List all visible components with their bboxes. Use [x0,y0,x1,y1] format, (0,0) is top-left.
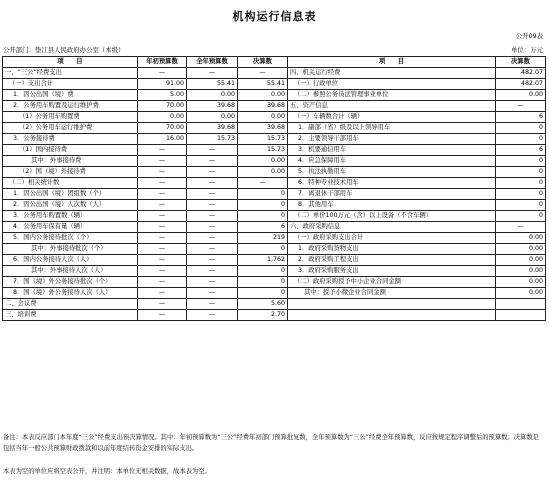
budget-full-value: 15.73 [187,134,238,145]
budget-begin-value: — [138,255,187,266]
budget-begin-value: 5.00 [138,90,187,101]
budget-full-value: — [187,233,238,244]
right-row-label: 五、资产信息 [288,101,496,112]
budget-full-value: 39.68 [187,123,238,134]
budget-begin-value: — [138,299,187,310]
header-final: 决算数 [238,57,288,68]
table-row [3,112,546,123]
budget-full-value: — [187,200,238,211]
budget-begin-value: — [138,145,187,156]
budget-begin-value: 91.00 [138,79,187,90]
final-value: 39.68 [238,101,288,112]
right-final-value: 0.00 [496,90,546,101]
right-row-label: （一）车辆数合计（辆） [288,112,496,123]
row-label: （2）公务用车运行维护费 [3,123,138,134]
table-row [3,310,546,321]
right-row-label: （二）单价100万元（含）以上设备（不含车辆） [288,211,496,222]
final-value: 15.73 [238,145,288,156]
row-label: 4．公务用车保有量（辆） [3,222,138,233]
budget-begin-value: 16.00 [138,134,187,145]
table-row [3,90,546,101]
budget-full-value: — [187,145,238,156]
row-label: 1．因公出国（境）费 [3,90,138,101]
budget-begin-value: 70.00 [138,101,187,112]
right-row-label: 6．特种专业技术用车 [288,178,496,189]
budget-full-value: — [187,299,238,310]
final-value: 0 [238,277,288,288]
row-label: （1）国内接待费 [3,145,138,156]
budget-begin-value: — [138,200,187,211]
final-value: — [238,68,288,79]
final-value: 55.41 [238,79,288,90]
budget-begin-value: — [138,167,187,178]
table-row [3,255,546,266]
budget-begin-value: — [138,222,187,233]
right-row-label: 5．执法执勤用车 [288,167,496,178]
table-row [3,167,546,178]
final-value: 0 [238,266,288,277]
row-label: 1．因公出国（境）团组数（个） [3,189,138,200]
budget-full-value: — [187,156,238,167]
header-final-right: 决算数 [496,57,546,68]
budget-full-value: — [187,167,238,178]
right-final-value: 0.00 [496,266,546,277]
table-row [3,222,546,233]
final-value: 0 [238,288,288,299]
budget-begin-value: — [138,288,187,299]
row-label: （二）相关统计数 [3,178,138,189]
budget-full-value: 0.00 [187,112,238,123]
row-label: （一）支出合计 [3,79,138,90]
row-label: 3．公务接待费 [3,134,138,145]
budget-begin-value: — [138,277,187,288]
right-row-label [288,310,496,321]
department-label: 公开部门：垫江县人民政府办公室（本级） [3,46,125,54]
row-label: 6．国内公务接待人次（人） [3,255,138,266]
final-value: 0.00 [238,156,288,167]
budget-full-value: — [187,266,238,277]
budget-full-value: — [187,211,238,222]
right-row-label: 2．主要领导干部用车 [288,134,496,145]
final-value: 0 [238,189,288,200]
right-row-label: 其中：授予小微企业合同金额 [288,288,496,299]
table-row [3,244,546,255]
right-final-value: — [496,101,546,112]
table-row [3,79,546,90]
right-row-label: 2．政府采购工程支出 [288,255,496,266]
budget-full-value: — [187,277,238,288]
row-label: 二、会议费 [3,299,138,310]
header-budget-full: 全年预算数 [187,57,238,68]
header-item: 项 目 [3,57,138,68]
budget-begin-value: 0.00 [138,112,187,123]
budget-full-value: — [187,255,238,266]
budget-full-value: — [187,310,238,321]
budget-begin-value: — [138,310,187,321]
right-final-value: 0.00 [496,233,546,244]
right-final-value: 0 [496,156,546,167]
budget-begin-value: — [138,266,187,277]
row-label: （2）国（境）外接待费 [3,167,138,178]
table-header-row [3,57,546,68]
right-final-value [496,310,546,321]
table-row [3,233,546,244]
budget-full-value: 39.68 [187,101,238,112]
table-row [3,123,546,134]
right-final-value: 0.00 [496,255,546,266]
right-final-value: 0 [496,189,546,200]
header-budget-begin: 年初预算数 [138,57,187,68]
final-value: 2.70 [238,310,288,321]
right-final-value: 482.07 [496,68,546,79]
budget-full-value: 0.00 [187,90,238,101]
final-value: 5.60 [238,299,288,310]
table-row [3,288,546,299]
right-row-label: 六、政府采购信息 [288,222,496,233]
budget-begin-value: — [138,189,187,200]
budget-begin-value: 70.00 [138,123,187,134]
final-value: 0 [238,200,288,211]
row-label: 3．公务用车购置数（辆） [3,211,138,222]
table-row [3,277,546,288]
right-row-label: 四、机关运行经费 [288,68,496,79]
table-row [3,145,546,156]
right-row-label: 8．其他用车 [288,200,496,211]
row-label: 2．因公出国（境）人次数（人） [3,200,138,211]
right-final-value: 0 [496,178,546,189]
budget-begin-value: — [138,211,187,222]
header-item-right: 项 目 [288,57,496,68]
footer-text: 本表为空的单位应将空表公开，并注明：本单位无相关数据，故本表为空。 [3,468,211,475]
right-final-value: 0 [496,123,546,134]
right-final-value: 6 [496,112,546,123]
info-table [2,56,546,321]
right-final-value: 0 [496,211,546,222]
right-row-label: 1．副部（省）级及以上领导用车 [288,123,496,134]
right-row-label: （二）政府采购授予中小企业合同金额 [288,277,496,288]
form-number: 公开09表 [515,32,543,40]
budget-full-value: — [187,244,238,255]
budget-begin-value: — [138,156,187,167]
right-row-label: （一）行政单位 [288,79,496,90]
right-final-value: 0 [496,200,546,211]
right-row-label: （二）参照公务员法管理事业单位 [288,90,496,101]
final-value: 219 [238,233,288,244]
right-row-label: （一）政府采购支出合计 [288,233,496,244]
table-row [3,68,546,79]
right-final-value: 482.07 [496,79,546,90]
table-row [3,178,546,189]
budget-begin-value: — [138,68,187,79]
table-row [3,101,546,112]
final-value: 6 [238,222,288,233]
budget-begin-value: — [138,233,187,244]
final-value: 1,762 [238,255,288,266]
final-value: — [238,178,288,189]
right-final-value: — [496,222,546,233]
budget-full-value: — [187,222,238,233]
right-row-label [288,299,496,310]
right-final-value: 0.00 [496,277,546,288]
final-value: 39.68 [238,123,288,134]
budget-begin-value: — [138,244,187,255]
row-label: 其中：外事接待费 [3,156,138,167]
row-label: 7．国（境）外公务接待批次（个） [3,277,138,288]
right-final-value: 6 [496,145,546,156]
row-label: 5．国内公务接待批次（个） [3,233,138,244]
table-row [3,156,546,167]
table-row [3,134,546,145]
right-final-value: 0 [496,134,546,145]
budget-full-value: — [187,288,238,299]
right-final-value: 0.00 [496,288,546,299]
right-row-label: 1．政府采购货物支出 [288,244,496,255]
budget-full-value: — [187,68,238,79]
final-value: 0.00 [238,112,288,123]
table-row [3,266,546,277]
budget-full-value: 55.41 [187,79,238,90]
table-row [3,211,546,222]
final-value: 0.00 [238,90,288,101]
row-label: （1）公务用车购置费 [3,112,138,123]
table-row [3,200,546,211]
row-label: 2．公务用车购置及运行维护费 [3,101,138,112]
budget-full-value: — [187,189,238,200]
unit-label: 单位：万元 [511,46,543,54]
budget-full-value: — [187,178,238,189]
right-row-label: 4．应急保障用车 [288,156,496,167]
row-label: 一、“三公”经费支出 [3,68,138,79]
table-row [3,299,546,310]
table-row [3,189,546,200]
final-value: 0 [238,211,288,222]
right-final-value [496,299,546,310]
note-text: 备注：本表反应部门本年度“三公”经费支出预决算情况。其中：年初预算数为“三公”经费年初部门预算批复数，全年预算数为“三公”经费全年预算数，反应按规定程序调整后的预算数；决算数是包括当年一般公共预算财政拨款和以前年度结转资金安排的实际支出。 [3,434,539,452]
right-row-label: 3．政府采购服务支出 [288,266,496,277]
row-label: 三、培训费 [3,310,138,321]
right-final-value: 0.00 [496,244,546,255]
final-value: 0.00 [238,167,288,178]
right-row-label: 7．离退休干部用车 [288,189,496,200]
budget-begin-value: — [138,178,187,189]
row-label: 其中：外事接待人次（人） [3,266,138,277]
final-value: 0 [238,244,288,255]
row-label: 8．国（境）外公务接待人次（人） [3,288,138,299]
final-value: 15.73 [238,134,288,145]
right-row-label: 3．机要通信用车 [288,145,496,156]
row-label: 其中：外事接待批次（个） [3,244,138,255]
right-final-value: 0 [496,167,546,178]
page-title: 机构运行信息表 [232,10,317,23]
